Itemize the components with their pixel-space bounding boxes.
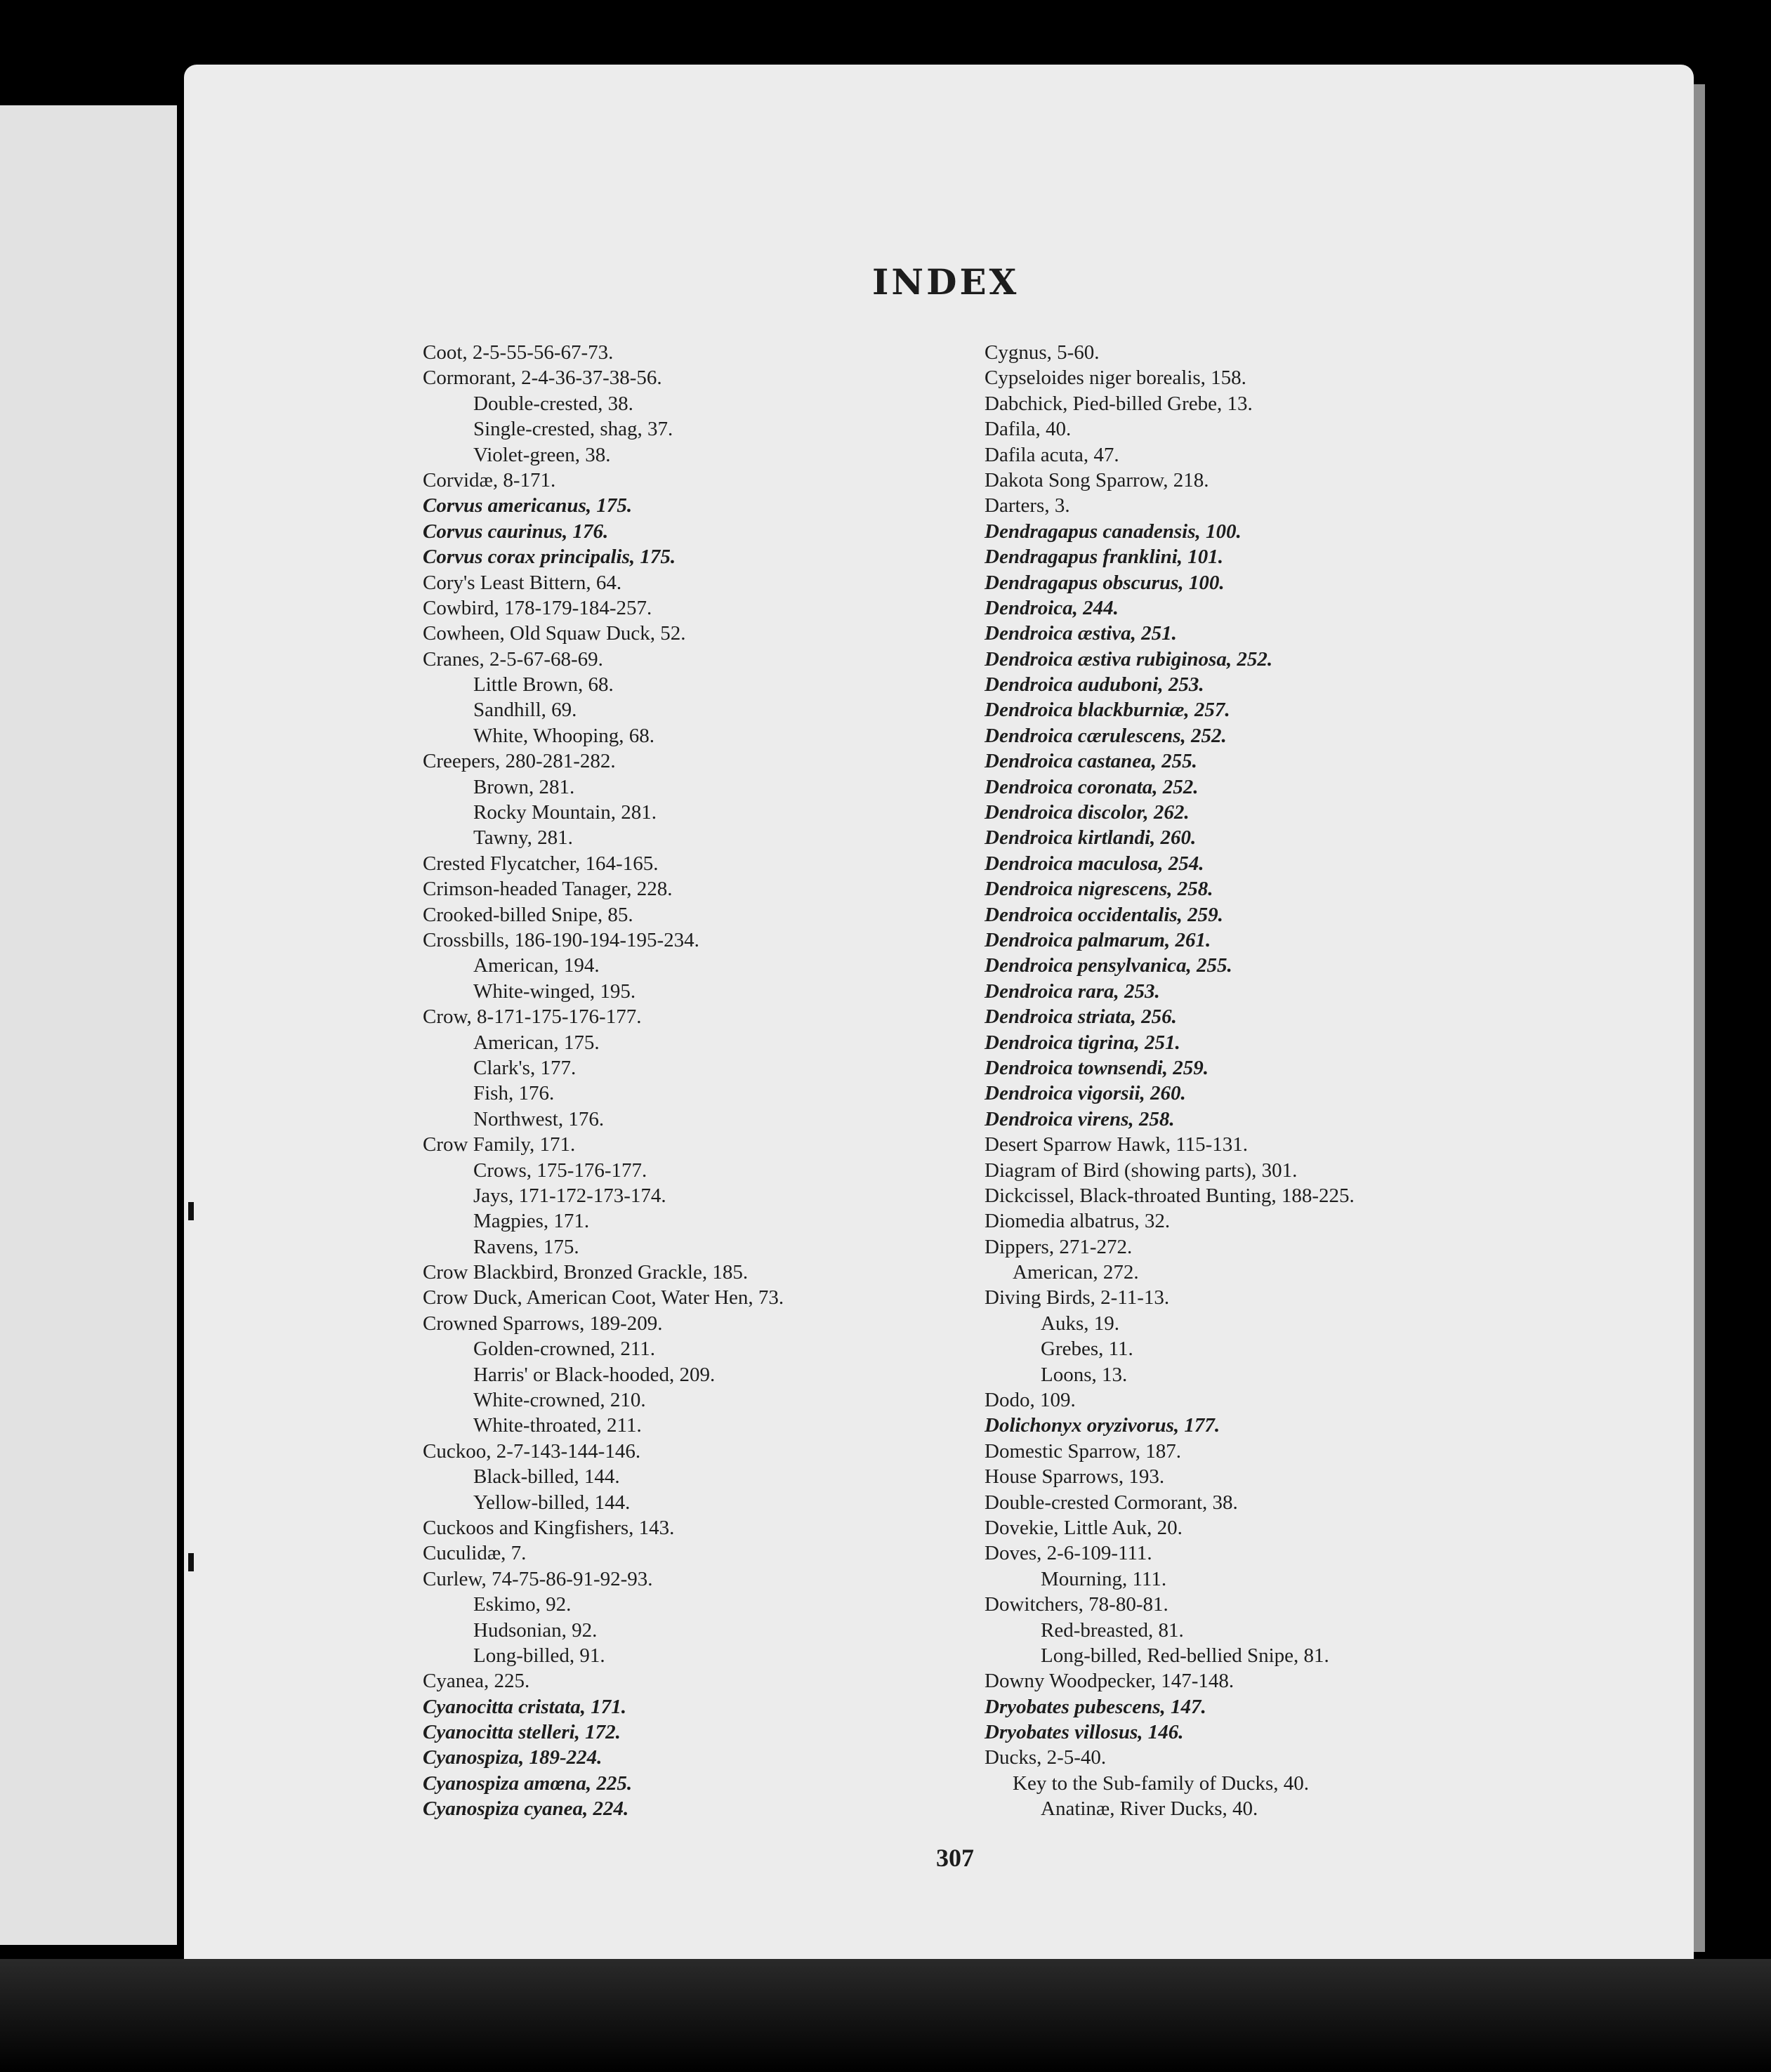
index-entry: Darters, 3.	[985, 494, 1070, 517]
index-entry: Yellow-billed, 144.	[473, 1491, 631, 1514]
page-title: INDEX	[872, 261, 1020, 303]
index-entry: White, Whooping, 68.	[473, 724, 655, 747]
index-entry: Dendroica pensylvanica, 255.	[985, 954, 1232, 977]
index-entry: Black-billed, 144.	[473, 1465, 620, 1489]
index-entry: Dendroica maculosa, 254.	[985, 852, 1204, 875]
index-entry: Ravens, 175.	[473, 1235, 579, 1258]
index-entry: Eskimo, 92.	[473, 1593, 572, 1616]
index-entry: Red-breasted, 81.	[1041, 1618, 1184, 1642]
index-entry: Mourning, 111.	[1041, 1567, 1167, 1590]
index-entry: Violet-green, 38.	[473, 443, 611, 466]
index-entry: Double-crested Cormorant, 38.	[985, 1491, 1238, 1514]
index-entry: Ducks, 2-5-40.	[985, 1746, 1107, 1769]
index-entry: Dendroica vigorsii, 260.	[985, 1082, 1186, 1105]
index-entry: Rocky Mountain, 281.	[473, 801, 657, 824]
index-entry: Cyanocitta cristata, 171.	[423, 1695, 626, 1718]
index-entry: Dafila, 40.	[985, 418, 1072, 441]
index-entry: Dendroica coronata, 252.	[985, 775, 1199, 798]
index-entry: Northwest, 176.	[473, 1107, 605, 1130]
index-entry: Long-billed, 91.	[473, 1644, 605, 1667]
index-entry: Cyanea, 225.	[423, 1670, 530, 1693]
index-entry: Auks, 19.	[1041, 1312, 1119, 1335]
index-entry: Dendroica kirtlandi, 260.	[985, 826, 1197, 850]
index-entry: Cygnus, 5-60.	[985, 341, 1100, 364]
index-entry: Dendroica nigrescens, 258.	[985, 878, 1213, 901]
index-entry: Crooked-billed Snipe, 85.	[423, 903, 633, 926]
index-entry: Dendragapus franklini, 101.	[985, 546, 1224, 569]
index-entry: Dakota Song Sparrow, 218.	[985, 468, 1209, 491]
index-entry: Magpies, 171.	[473, 1210, 590, 1233]
index-entry: Cuckoo, 2-7-143-144-146.	[423, 1439, 641, 1463]
index-entry: Desert Sparrow Hawk, 115-131.	[985, 1133, 1249, 1156]
index-entry: Dolichonyx oryzivorus, 177.	[985, 1414, 1220, 1437]
margin-mark	[188, 1202, 194, 1220]
index-entry: Dowitchers, 78-80-81.	[985, 1593, 1168, 1616]
page-edge-shadow	[1694, 84, 1705, 1952]
index-entry: Dodo, 109.	[985, 1389, 1076, 1412]
index-entry: Dendroica æstiva rubiginosa, 252.	[985, 647, 1273, 671]
index-entry: Dendroica, 244.	[985, 596, 1119, 619]
index-entry: Domestic Sparrow, 187.	[985, 1439, 1182, 1463]
index-entry: Diomedia albatrus, 32.	[985, 1210, 1171, 1233]
index-entry: White-winged, 195.	[473, 979, 636, 1003]
index-entry: Dendroica townsendi, 259.	[985, 1056, 1209, 1079]
index-entry: Dendroica discolor, 262.	[985, 801, 1190, 824]
index-entry: Dendroica rara, 253.	[985, 979, 1160, 1003]
index-entry: Brown, 281.	[473, 775, 575, 798]
index-entry: Doves, 2-6-109-111.	[985, 1542, 1152, 1565]
index-entry: Dryobates pubescens, 147.	[985, 1695, 1206, 1718]
index-entry: Dendroica occidentalis, 259.	[985, 903, 1223, 926]
index-entry: White-crowned, 210.	[473, 1389, 646, 1412]
index-entry: Dickcissel, Black-throated Bunting, 188-225.	[985, 1184, 1355, 1207]
index-entry: Diagram of Bird (showing parts), 301.	[985, 1159, 1298, 1182]
index-entry: Dendragapus obscurus, 100.	[985, 571, 1225, 594]
index-entry: Clark's, 177.	[473, 1056, 577, 1079]
index-entry: Cyanospiza amœna, 225.	[423, 1771, 633, 1795]
index-entry: Dovekie, Little Auk, 20.	[985, 1516, 1183, 1539]
index-entry: American, 194.	[473, 954, 600, 977]
index-entry: Curlew, 74-75-86-91-92-93.	[423, 1567, 653, 1590]
index-entry: Dendroica striata, 256.	[985, 1005, 1177, 1029]
bottom-shadow	[0, 1959, 1771, 2072]
index-entry: Cuculidæ, 7.	[423, 1542, 527, 1565]
index-entry: Jays, 171-172-173-174.	[473, 1184, 666, 1207]
index-entry: Coot, 2-5-55-56-67-73.	[423, 341, 614, 364]
index-entry: Crow, 8-171-175-176-177.	[423, 1005, 642, 1029]
index-entry: Dendragapus canadensis, 100.	[985, 520, 1242, 543]
index-entry: Key to the Sub-family of Ducks, 40.	[1013, 1771, 1310, 1795]
index-entry: Dendroica auduboni, 253.	[985, 673, 1204, 697]
index-entry: House Sparrows, 193.	[985, 1465, 1165, 1489]
index-entry: Cormorant, 2-4-36-37-38-56.	[423, 367, 662, 390]
index-entry: Creepers, 280-281-282.	[423, 750, 616, 773]
margin-mark	[188, 1553, 194, 1571]
index-entry: Cranes, 2-5-67-68-69.	[423, 647, 603, 671]
index-entry: Harris' or Black-hooded, 209.	[473, 1363, 716, 1386]
index-entry: Diving Birds, 2-11-13.	[985, 1286, 1170, 1309]
index-entry: Dippers, 271-272.	[985, 1235, 1133, 1258]
index-entry: Little Brown, 68.	[473, 673, 614, 697]
page-number: 307	[936, 1844, 974, 1872]
index-entry: Golden-crowned, 211.	[473, 1338, 656, 1361]
index-entry: Dendroica tigrina, 251.	[985, 1031, 1180, 1054]
index-entry: Downy Woodpecker, 147-148.	[985, 1670, 1235, 1693]
index-entry: Crimson-headed Tanager, 228.	[423, 878, 673, 901]
index-entry: Sandhill, 69.	[473, 699, 577, 722]
index-entry: Dendroica palmarum, 261.	[985, 928, 1211, 951]
index-entry: American, 272.	[1013, 1261, 1139, 1284]
index-column-left	[423, 340, 784, 1822]
index-entry: Double-crested, 38.	[473, 392, 633, 415]
index-entry: Cyanospiza cyanea, 224.	[423, 1797, 629, 1821]
index-entry: Fish, 176.	[473, 1082, 555, 1105]
index-entry: Dendroica blackburniæ, 257.	[985, 699, 1230, 722]
index-entry: Corvus caurinus, 176.	[423, 520, 609, 543]
index-entry: Dryobates villosus, 146.	[985, 1721, 1184, 1744]
index-entry: Crows, 175-176-177.	[473, 1159, 647, 1182]
index-entry: Crowned Sparrows, 189-209.	[423, 1312, 663, 1335]
index-entry: Crossbills, 186-190-194-195-234.	[423, 928, 699, 951]
index-entry: Loons, 13.	[1041, 1363, 1128, 1386]
index-entry: Cyanocitta stelleri, 172.	[423, 1721, 621, 1744]
index-entry: Corvus corax principalis, 175.	[423, 546, 676, 569]
index-entry: Cypseloides niger borealis, 158.	[985, 367, 1246, 390]
index-entry: Cowheen, Old Squaw Duck, 52.	[423, 622, 686, 645]
index-entry: Dendroica virens, 258.	[985, 1107, 1175, 1130]
index-entry: Cory's Least Bittern, 64.	[423, 571, 622, 594]
index-entry: Crow Family, 171.	[423, 1133, 576, 1156]
index-entry: White-throated, 211.	[473, 1414, 642, 1437]
index-entry: Hudsonian, 92.	[473, 1618, 598, 1642]
index-entry: Corvus americanus, 175.	[423, 494, 633, 517]
index-entry: Dabchick, Pied-billed Grebe, 13.	[985, 392, 1253, 415]
index-entry: Cowbird, 178-179-184-257.	[423, 596, 652, 619]
book-page	[184, 65, 1694, 1960]
index-entry: Grebes, 11.	[1041, 1338, 1133, 1361]
index-entry: Crested Flycatcher, 164-165.	[423, 852, 659, 875]
facing-page-edge	[0, 105, 177, 1945]
index-entry: Cyanospiza, 189-224.	[423, 1746, 603, 1769]
index-entry: Dafila acuta, 47.	[985, 443, 1119, 466]
index-entry: Dendroica castanea, 255.	[985, 750, 1197, 773]
index-entry: Long-billed, Red-bellied Snipe, 81.	[1041, 1644, 1329, 1667]
index-entry: Tawny, 281.	[473, 826, 573, 850]
index-entry: Single-crested, shag, 37.	[473, 418, 673, 441]
index-entry: Dendroica cærulescens, 252.	[985, 724, 1227, 747]
index-entry: Corvidæ, 8-171.	[423, 468, 556, 491]
index-entry: Crow Blackbird, Bronzed Grackle, 185.	[423, 1261, 749, 1284]
index-column-right	[985, 340, 1355, 1822]
index-entry: Crow Duck, American Coot, Water Hen, 73.	[423, 1286, 784, 1309]
index-entry: Dendroica æstiva, 251.	[985, 622, 1177, 645]
index-entry: American, 175.	[473, 1031, 600, 1054]
index-entry: Cuckoos and Kingfishers, 143.	[423, 1516, 675, 1539]
index-entry: Anatinæ, River Ducks, 40.	[1041, 1797, 1258, 1821]
